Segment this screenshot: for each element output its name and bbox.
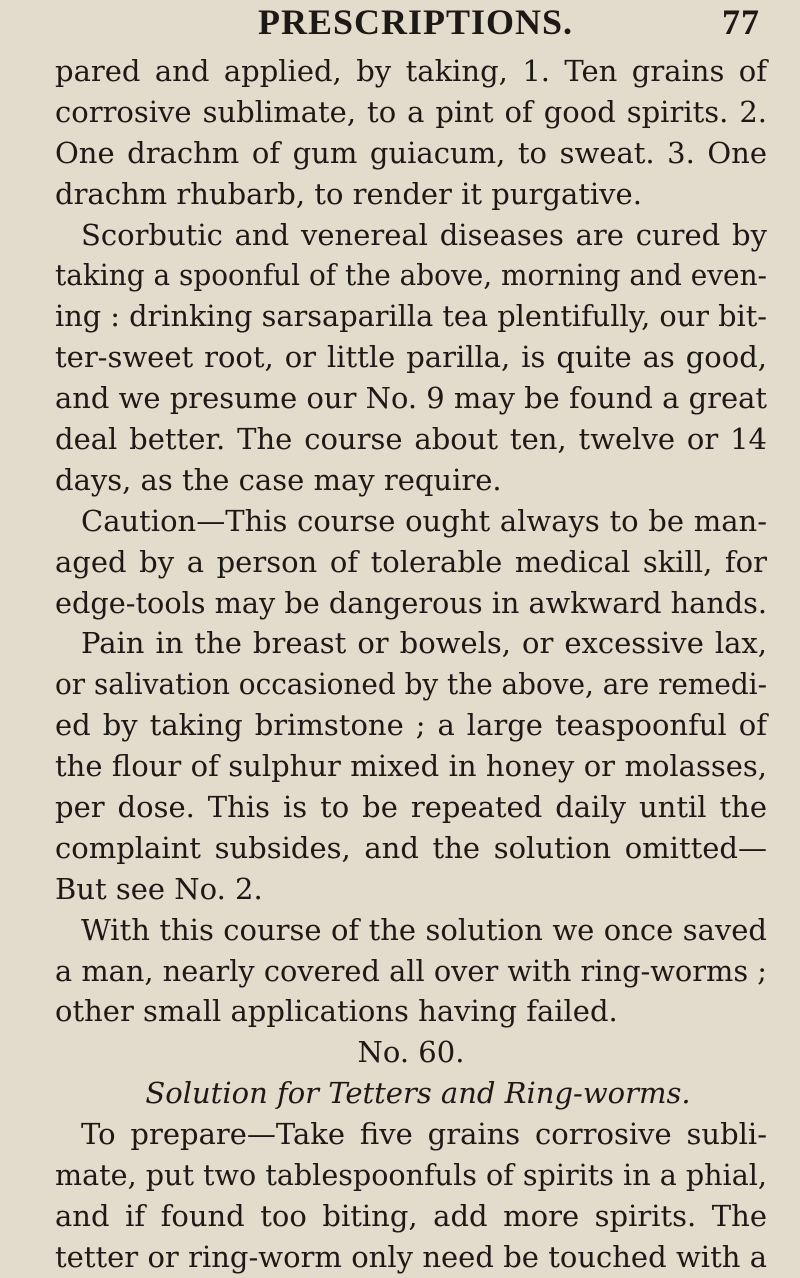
text-line: other small applications having failed. bbox=[55, 994, 618, 1029]
running-title: PRESCRIPTIONS. bbox=[258, 2, 574, 42]
text-line: ing : drinking sarsaparilla tea plentifully, our bit- bbox=[55, 299, 767, 334]
text-line: aged by a person of tolerable medical skill, for bbox=[55, 544, 767, 579]
text-line: One drachm of gum guiacum, to sweat. 3. One bbox=[55, 135, 767, 170]
text-line: But see No. 2. bbox=[55, 871, 263, 906]
section-heading: Solution for Tetters and Ring-worms. bbox=[145, 1076, 691, 1111]
text-line: and if found too biting, add more spirits. The bbox=[55, 1198, 767, 1233]
text-line: taking a spoonful of the above, morning and even- bbox=[55, 258, 767, 293]
text-line: Scorbutic and venereal diseases are cured by bbox=[81, 217, 767, 252]
text-line: With this course of the solution we once saved bbox=[81, 912, 767, 947]
text-line: drachm rhubarb, to render it purgative. bbox=[55, 176, 642, 211]
text-line: the flour of sulphur mixed in honey or molasses, bbox=[55, 749, 767, 784]
text-line: To prepare—Take five grains corrosive subli- bbox=[81, 1117, 767, 1152]
text-line: or salivation occasioned by the above, are remedi- bbox=[55, 667, 767, 702]
text-line: ter-sweet root, or little parilla, is quite as good, bbox=[55, 340, 767, 375]
text-line: a man, nearly covered all over with ring-worms ; bbox=[55, 953, 767, 988]
text-line: Caution—This course ought always to be man- bbox=[81, 503, 767, 538]
body-text bbox=[55, 51, 767, 1278]
text-line: days, as the case may require. bbox=[55, 462, 502, 497]
text-line: ed by taking brimstone ; a large teaspoonful of bbox=[55, 708, 767, 743]
text-line: per dose. This is to be repeated daily until the bbox=[55, 790, 767, 825]
text-line: tetter or ring-worm only need be touched with a bbox=[55, 1239, 767, 1274]
text-line: mate, put two tablespoonfuls of spirits in a phial, bbox=[55, 1158, 767, 1193]
page-number: 77 bbox=[722, 2, 760, 42]
text-line: pared and applied, by taking, 1. Ten grains of bbox=[55, 54, 767, 88]
text-line: corrosive sublimate, to a pint of good spirits. 2. bbox=[55, 94, 767, 129]
text-line: Pain in the breast or bowels, or excessive lax, bbox=[81, 626, 767, 661]
text-line: complaint subsides, and the solution omitted— bbox=[55, 830, 767, 865]
text-line: and we presume our No. 9 may be found a great bbox=[55, 381, 767, 416]
text-line: deal better. The course about ten, twelve or 14 bbox=[55, 422, 767, 457]
section-number: No. 60. bbox=[357, 1035, 465, 1070]
text-line: edge-tools may be dangerous in awkward hands. bbox=[55, 585, 767, 620]
running-header bbox=[240, 2, 780, 42]
